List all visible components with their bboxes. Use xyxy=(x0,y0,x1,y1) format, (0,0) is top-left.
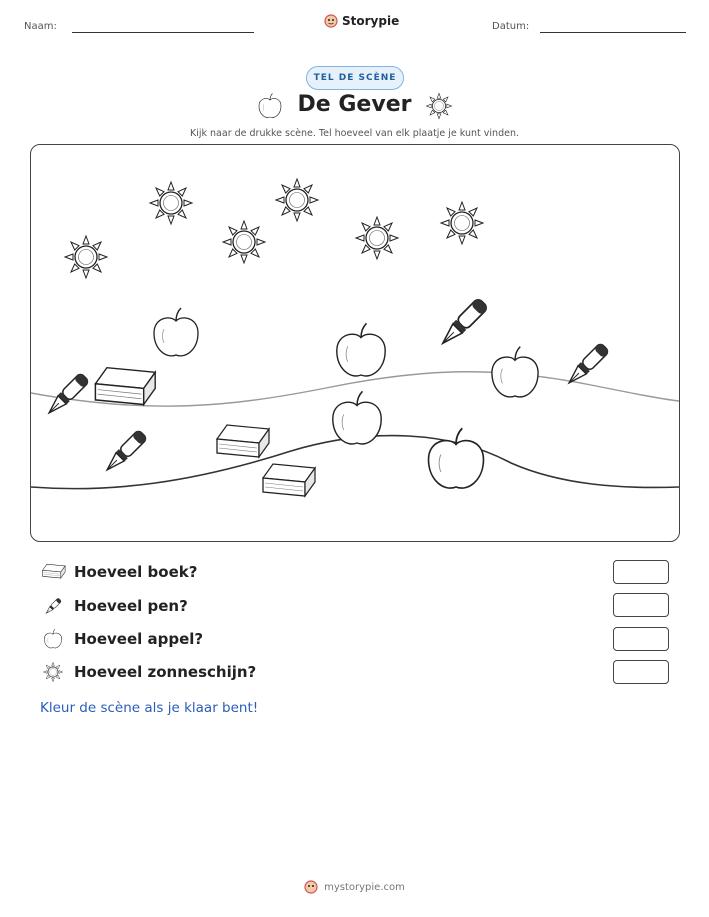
apple-4 xyxy=(333,391,381,444)
answer-box-pen[interactable] xyxy=(613,593,669,617)
date-field[interactable] xyxy=(540,32,686,33)
question-label: Hoeveel pen? xyxy=(74,597,188,615)
sun-3 xyxy=(223,221,265,263)
sun-6 xyxy=(441,202,483,244)
book-icon xyxy=(40,561,66,583)
brand-name: Storypie xyxy=(342,14,400,28)
apple-icon xyxy=(40,628,66,650)
question-sun xyxy=(40,661,256,683)
sun-2 xyxy=(150,182,192,224)
question-apple xyxy=(40,628,203,650)
question-label: Hoeveel zonneschijn? xyxy=(74,663,257,681)
activity-badge: TEL DE SCÈNE xyxy=(306,66,404,90)
storypie-logo-icon xyxy=(304,880,318,894)
date-label: Datum: xyxy=(492,21,530,32)
answer-box-sun[interactable] xyxy=(613,660,669,684)
sun-icon xyxy=(40,661,66,683)
question-book xyxy=(40,561,197,583)
book-2 xyxy=(217,425,269,457)
apple-1 xyxy=(154,308,198,356)
footer-url[interactable]: mystorypie.com xyxy=(324,881,405,893)
answer-box-apple[interactable] xyxy=(613,627,669,651)
answer-box-book[interactable] xyxy=(613,560,669,584)
apple-3 xyxy=(492,347,538,397)
brand-logo xyxy=(324,14,399,28)
question-label: Hoeveel appel? xyxy=(74,630,204,648)
name-field[interactable] xyxy=(72,32,254,33)
pen-3 xyxy=(45,373,90,418)
sun-4 xyxy=(276,179,318,221)
question-label: Hoeveel boek? xyxy=(74,563,198,581)
pen-2 xyxy=(565,343,610,388)
storypie-logo-icon xyxy=(324,14,338,28)
instructions: Kijk naar de drukke scène. Tel hoeveel van elk plaatje je kunt vinden. xyxy=(190,128,519,139)
book-3 xyxy=(263,464,315,496)
page-title: De Gever xyxy=(297,92,412,117)
book-1 xyxy=(95,368,155,405)
pen-icon xyxy=(40,595,66,617)
question-pen xyxy=(40,595,188,617)
pen-4 xyxy=(103,430,148,475)
sun-icon xyxy=(425,92,453,120)
sun-1 xyxy=(65,236,107,278)
coloring-note: Kleur de scène als je klaar bent! xyxy=(40,700,259,716)
apple-2 xyxy=(337,323,385,376)
sun-5 xyxy=(356,217,398,259)
pen-1 xyxy=(438,298,489,349)
footer xyxy=(0,880,709,894)
scene-picture[interactable] xyxy=(30,144,680,542)
apple-5 xyxy=(429,428,484,488)
name-label: Naam: xyxy=(24,21,57,32)
